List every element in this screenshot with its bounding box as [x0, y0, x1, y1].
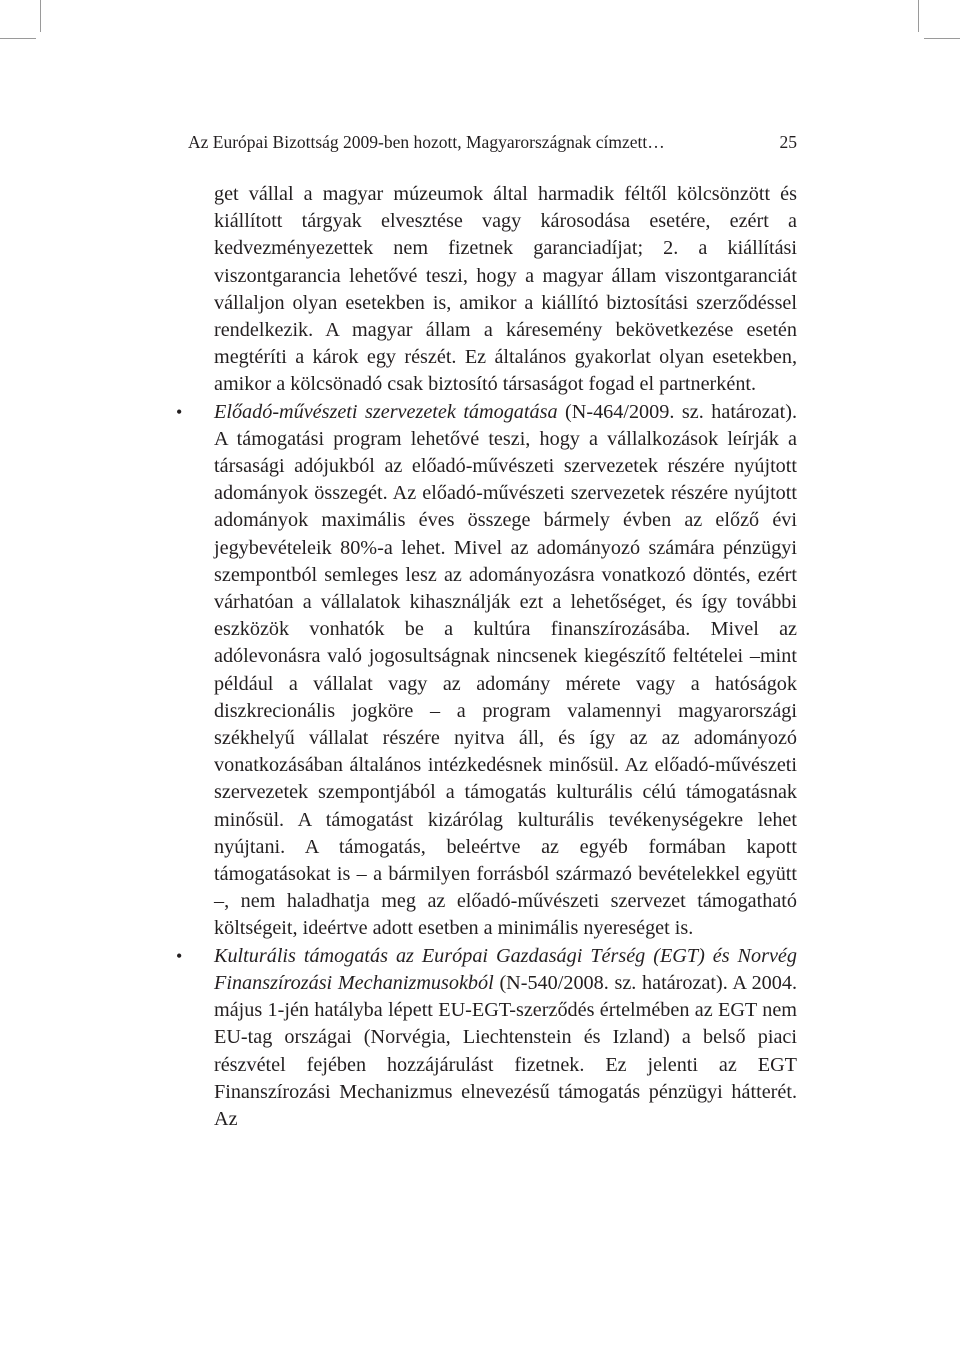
crop-mark-top-left-horizontal [0, 38, 36, 39]
list-item-title: Előadó-művészeti szervezetek támogatása [214, 400, 558, 423]
list-item-reference: (N-540/2008. sz. határozat). [493, 971, 728, 994]
bullet-list [176, 399, 798, 1133]
list-item-text: A 2004. május 1-jén hatályba lépett EU-EGT-szerződés értelmében az EGT nem EU-tag országai (Norvégia, Liechtenstein és Izland) a belső piaci részvétel fejében hozzájárulást fizetnek. Ez jelenti az EGT Finanszírozási Mechanizmus elnevezésű támogatás pénzügyi hátterét. Az [214, 971, 797, 1130]
list-item-title: Kulturális támogatás az Európai Gazdasági Térség (EGT) és Norvég Finanszírozási Mechanizmusokból [214, 944, 797, 994]
page-number: 25 [779, 132, 797, 152]
crop-mark-top-left [40, 0, 41, 32]
bullet-icon: • [176, 401, 183, 422]
list-item [176, 943, 797, 1133]
intro-paragraph: get vállal a magyar múzeumok által harmadik féltől kölcsönzött és kiállított tárgyak elvesztése vagy károsodása esetére, ezért a kedvezményezettek nem fizetnek garanciadíjat; 2. a kiállítási viszontgarancia lehetővé teszi, hogy a magyar állam viszontgaranciát vállaljon olyan esetekben is, amikor a kiállító biztosítási szerződéssel rendelkezik. A magyar állam a káresemény bekövetkezése esetén megtéríti a károk egy részét. Ez általános gyakorlat olyan esetekben, amikor a kölcsönadó csak biztosító társaságot fogad el partnerként. [214, 183, 797, 396]
list-item [176, 399, 798, 943]
crop-mark-top-right [918, 0, 919, 32]
crop-mark-top-right-horizontal [924, 38, 960, 39]
running-title: Az Európai Bizottság 2009-ben hozott, Magyarországnak címzett… [188, 132, 665, 152]
list-item-reference: (N-464/2009. sz. határozat). [557, 400, 798, 423]
body-text [176, 181, 798, 1133]
bullet-icon: • [176, 945, 183, 966]
list-item-text: A támogatási program lehetővé teszi, hogy a vállalkozások leírják a társasági adójukból az előadó-művészeti szervezetek részére nyújtott adományok összegét. Az előadó-művészeti szervezetek részére nyújtott adományok maximális éves összege bármely évben az előző évi jegybevételeik 80%-a lehet. Mivel az adományozó számára pénzügyi szempontból semleges lesz az adományozásra vonatkozó döntés, ezért várhatóan a vállalatok kihasználják ezt a lehetőséget, és így további eszközök vonhatók be a kultúra finanszírozásába. Mivel az adólevonásra való jogosultságnak nincsenek kiegészítő feltételei –mint például a vállalat vagy az adomány mérete vagy a hatóságok diszkrecionális jogköre – a program valamennyi magyarországi székhelyű vállalat részére nyitva áll, és így az az adományozó vonatkozásában általános intézkedésnek minősül. Az előadó-művészeti szervezetek szempontjából a támogatás kulturális célú támogatásnak minősül. A támogatást kizárólag kulturális tevékenységekre lehet nyújtani. A támogatás, beleértve az egyéb formában kapott támogatásokat is – a bármilyen forrásból származó bevételekkel együtt –, nem haladhatja meg az előadó-művészeti szervezet támogatható költségeit, ideértve adott esetben a minimális nyereséget is. [214, 427, 797, 940]
